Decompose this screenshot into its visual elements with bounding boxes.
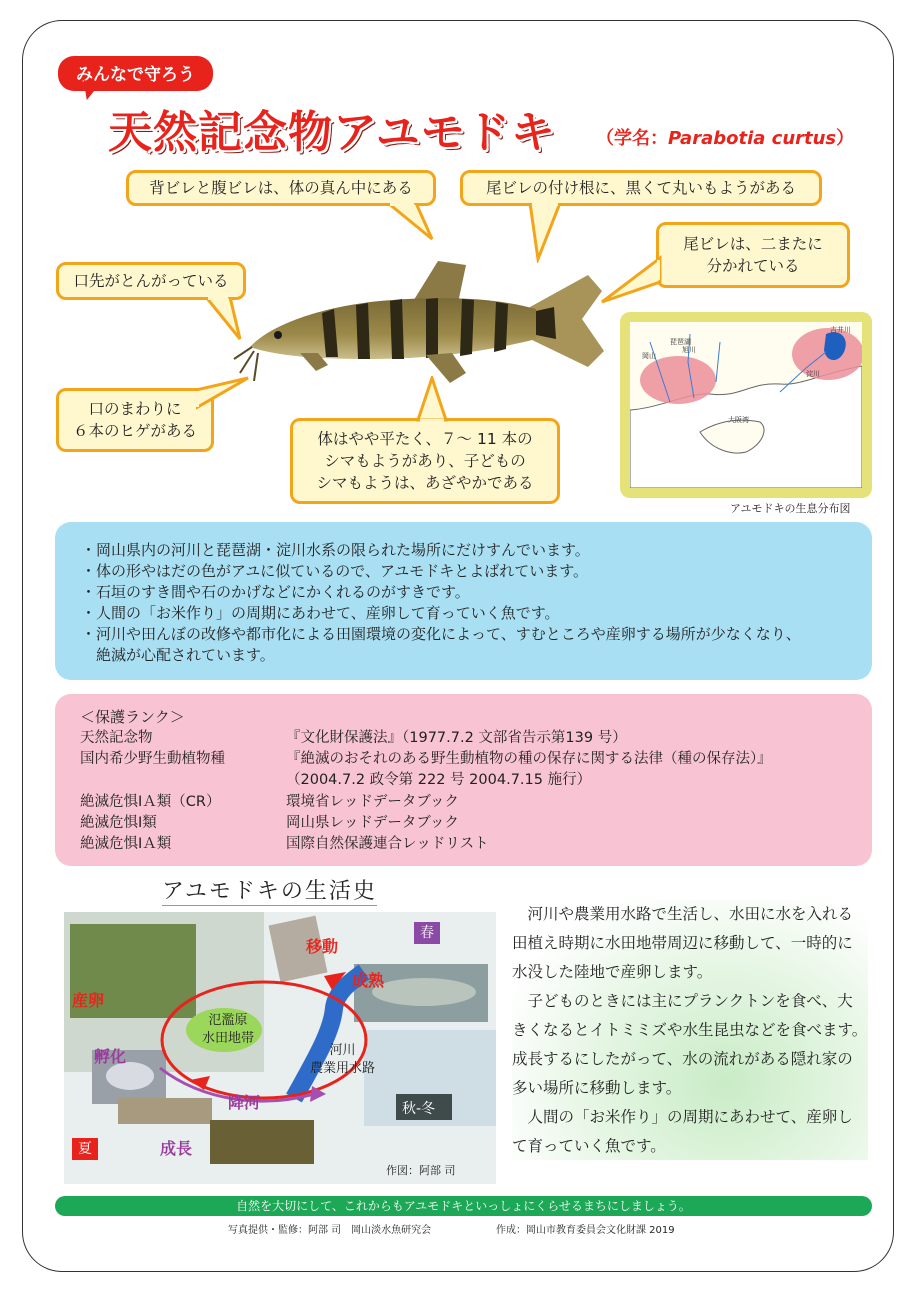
- label-descend: 降河: [228, 1093, 261, 1112]
- map-label-2: 淀川: [806, 370, 820, 378]
- label-hatch: 孵化: [94, 1047, 127, 1066]
- callout-barbels: [56, 388, 214, 452]
- rank-row: [80, 749, 772, 770]
- label-river: [310, 1042, 375, 1078]
- callout-tail-fork-line2: 分かれている: [706, 257, 800, 275]
- callout-tail-fork-line1: 尾ビレは、二またに: [683, 235, 823, 253]
- rank-value: 環境省レッドデータブック: [286, 794, 459, 810]
- facts-list: [55, 522, 872, 666]
- life-paragraph: 人間の「お米作り」の周期にあわせて、産卵して育っていく魚です。: [512, 1108, 853, 1155]
- map-label-3: 大阪湾: [728, 416, 749, 424]
- rank-key: 絶滅危惧ⅠＡ類（CR）: [80, 794, 221, 810]
- fact-item: ・岡山県内の河川と琵琶湖・淀川水系の限られた場所にだけすんでいます。: [81, 541, 590, 559]
- life-history-text: [512, 900, 868, 1160]
- fish-eye: [274, 331, 282, 339]
- life-paragraph: 河川や農業用水路で生活し、水田に水を入れる田植え時期に水田地帯周辺に移動して、一時的に水没した陸地で産卵します。: [512, 905, 854, 981]
- rank-key: 天然記念物: [80, 730, 153, 746]
- label-maturity: 成熟: [352, 971, 385, 990]
- label-river-line1: 河川: [329, 1043, 356, 1058]
- photo-juvenile: [118, 1098, 212, 1124]
- rank-key: 絶滅危惧Ⅰ類: [80, 815, 157, 831]
- sci-suffix: ）: [836, 128, 855, 149]
- footer-credit-left: 写真提供・監修：阿部 司 岡山淡水魚研究会: [228, 1225, 432, 1236]
- life-history-diagram: [64, 912, 496, 1184]
- rank-row: [80, 813, 459, 834]
- label-river-line2: 農業用水路: [310, 1061, 376, 1076]
- rank-row: [80, 834, 489, 855]
- distribution-map-inner: [630, 322, 862, 488]
- footer-message: 自然を大切にして、これからもアユモドキといっしょにくらせるまちにしましょう。: [55, 1196, 872, 1216]
- fish-pelvic-fin: [426, 353, 466, 383]
- protection-rank-heading: ＜保護ランク＞: [80, 708, 185, 726]
- distribution-map-drawing: [630, 322, 862, 488]
- fact-item: 絶滅が心配されています。: [81, 646, 275, 664]
- label-flood-line2: 水田地帯: [202, 1031, 255, 1046]
- label-growth: 成長: [160, 1139, 193, 1158]
- fish-illustration: [230, 255, 610, 395]
- callout-body: [290, 418, 560, 504]
- footer-credit-right: 作成：岡山市教育委員会文化財課 2019: [496, 1225, 675, 1236]
- fish-dorsal-fin: [412, 261, 466, 303]
- life-paragraph: 子どものときには主にプランクトンを食べ、大きくなるとイトミミズや水生昆虫などを食べます。成長するにしたがって、水の流れがある隠れ家の多い場所に移動します。: [512, 992, 868, 1097]
- callout-fins-tail: [380, 203, 440, 243]
- fish-tail-mark: [536, 307, 556, 339]
- map-label-1: 岡山: [642, 352, 656, 360]
- label-summer: 夏: [78, 1141, 92, 1157]
- callout-tail-fork: [656, 222, 850, 288]
- facts-box: [55, 522, 872, 680]
- callout-tail-mark-text: 尾ビレの付け根に、黒くて丸いもようがある: [485, 179, 796, 197]
- rank-value: （2004.7.2 政令第 222 号 2004.7.15 施行）: [286, 772, 592, 788]
- map-okayama-area: [640, 356, 716, 404]
- callout-fins: [126, 170, 436, 206]
- map-label-4: 旭川: [682, 346, 696, 354]
- callout-barbels-line2: ６本のヒゲがある: [72, 422, 197, 440]
- fact-item: ・河川や田んぼの改修や都市化による田園環境の変化によって、すむところや産卵する場所が少なくなり、: [81, 625, 801, 643]
- label-spring: 春: [420, 925, 434, 941]
- photo-growth: [210, 1120, 314, 1164]
- rank-row: [80, 792, 459, 813]
- rank-value: 国際自然保護連合レッドリスト: [286, 836, 489, 852]
- sci-name: Parabotia curtus: [668, 128, 837, 149]
- label-autumn-winter: 秋-冬: [402, 1101, 436, 1117]
- callout-body-line2: シマもようがあり、子どもの: [324, 452, 526, 470]
- rank-value: 『絶滅のおそれのある野生動植物の種の保存に関する法律（種の保存法）』: [286, 751, 772, 767]
- callout-body-line1: 体はやや平たく、７～ 11 本の: [317, 430, 533, 448]
- life-history-title: アユモドキの生活史: [162, 874, 377, 906]
- sci-prefix: （学名：: [596, 128, 668, 149]
- callout-body-line3: シマもようは、あざやかである: [316, 474, 534, 492]
- callout-barbels-line1: 口のまわりに: [88, 400, 182, 418]
- rank-row: [80, 770, 591, 791]
- callout-mouth: [56, 262, 246, 300]
- map-label-0: 琵琶湖: [670, 338, 691, 346]
- fish-barbels: [234, 347, 258, 381]
- distribution-map: [620, 312, 872, 498]
- rank-value: 岡山県レッドデータブック: [286, 815, 459, 831]
- fact-item: ・体の形やはだの色がアユに似ているので、アユモドキとよばれています。: [81, 562, 589, 580]
- map-caption: アユモドキの生息分布図: [730, 502, 851, 515]
- scientific-name: [596, 124, 854, 150]
- fact-item: ・人間の「お米作り」の周期にあわせて、産卵して育っていく魚です。: [81, 604, 560, 622]
- label-flood-plain: [202, 1012, 254, 1048]
- fact-item: ・石垣のすき間や石のかげなどにかくれるのがすきです。: [81, 583, 470, 601]
- header-tag: みんなで守ろう: [58, 56, 213, 91]
- rank-key: 国内希少野生動植物種: [80, 751, 225, 767]
- life-history-drawing: [64, 912, 496, 1184]
- map-label-5: 吉井川: [830, 326, 851, 334]
- callout-tail-mark-tail: [520, 203, 580, 263]
- rank-value: 『文化財保護法』（1977.7.2 文部省告示第139 号）: [286, 730, 627, 746]
- callout-tail-mark: [460, 170, 822, 206]
- callout-fins-text: 背ビレと腹ビレは、体の真ん中にある: [149, 179, 413, 197]
- label-flood-line1: 氾濫原: [208, 1013, 248, 1028]
- label-move: 移動: [306, 937, 339, 956]
- rank-key: 絶滅危惧ⅠＡ類: [80, 836, 172, 852]
- diagram-credit: 作図：阿部 司: [386, 1164, 456, 1177]
- rank-row: [80, 728, 627, 749]
- label-spawn: 産卵: [72, 991, 105, 1010]
- callout-mouth-text: 口先がとんがっている: [73, 272, 229, 290]
- page-title: 天然記念物アユモドキ: [108, 107, 556, 158]
